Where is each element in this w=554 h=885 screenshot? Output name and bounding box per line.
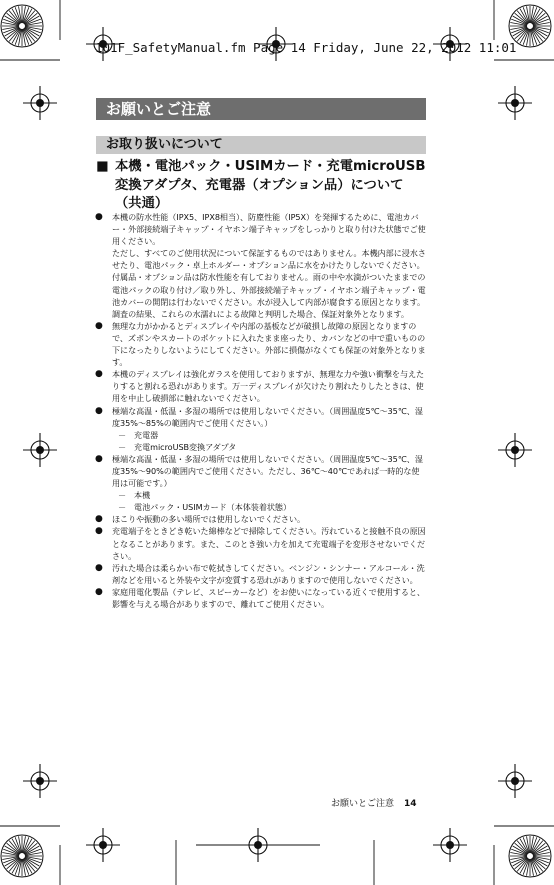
caution-item [95, 453, 427, 513]
caution-item [95, 525, 427, 561]
sub-item [112, 429, 427, 441]
caution-text: 本機の防水性能（IPX5、IPX8相当）、防塵性能（IP5X）を発揮するために、電池カバー・外部接続端子キャップ・イヤホン端子キャップをしっかりと取り付けた状態でご使用ください。 [112, 212, 426, 247]
dash-icon: － [118, 502, 127, 513]
caution-item [95, 562, 427, 586]
caution-text: 極端な高温・低温・多湿の場所では使用しないでください。（周囲温度5℃～35℃、湿度35%～85%の範囲内でご使用ください。） [112, 405, 423, 428]
bullet-icon: ● [95, 586, 103, 597]
caution-text: 汚れた場合は柔らかい布で乾拭きしてください。ベンジン・シンナー・アルコール・洗剤などを用いると外装や文字が変質する恐れがありますので使用しないでください。 [112, 562, 425, 585]
section-title: お願いとご注意 [96, 98, 426, 120]
bullet-icon: ● [95, 320, 103, 331]
sub-item [112, 501, 427, 513]
subsection-title: お取り扱いについて [96, 136, 426, 154]
caution-item [95, 513, 427, 525]
print-header: 101F_SafetyManual.fm Page 14 Friday, June 22, 2012 11:01 [95, 40, 517, 55]
sub-item [112, 489, 427, 501]
bullet-icon: ● [95, 562, 103, 573]
caution-item [95, 368, 427, 404]
bullet-icon: ● [95, 405, 103, 416]
page-footer [331, 796, 417, 809]
bullet-icon: ● [95, 369, 103, 380]
caution-list [95, 211, 427, 610]
heading-text: 本機・電池パック・USIMカード・充電microUSB変換アダプタ、充電器（オプション品）について（共通） [115, 159, 426, 211]
caution-item [95, 586, 427, 610]
bullet-icon: ● [95, 212, 103, 222]
dash-icon: － [118, 490, 127, 501]
caution-text: 充電端子をときどき乾いた綿棒などで掃除してください。汚れていると接触不良の原因となることがあります。また、このとき強い力を加えて充電端子を変形させないでください。 [112, 526, 426, 561]
caution-text: 家庭用電化製品（テレビ、スピーカーなど）をお使いになっている近くで使用すると、影響を与える場合がありますので、離れてご使用ください。 [112, 586, 425, 609]
page-number: 14 [404, 799, 417, 809]
sub-item [112, 441, 427, 453]
sub-item-text: 本機 [134, 490, 151, 501]
heading [96, 158, 428, 214]
sub-item-text: 充電器 [134, 429, 159, 440]
dash-icon: － [118, 429, 127, 440]
caution-item [95, 211, 427, 320]
bullet-icon: ● [95, 526, 103, 537]
caution-text: ただし、すべてのご使用状況について保証するものではありません。本機内部に浸水させたり、電池パック・卓上ホルダー・オプション品に水をかけたりしないでください。付属品・オプション品は防水性能を有しておりません。雨の中や水滴がついたままでの電池パックの取り付け／取り外し、外部接続端子キャップ・イヤホン端子キャップ・電池カバーの開閉は行わないでください。水が浸入して内部が腐食する原因となります。 [112, 248, 426, 307]
caution-text: ほこりや振動の多い場所では使用しないでください。 [112, 514, 306, 525]
caution-text: 調査の結果、これらの水濡れによる故障と判明した場合、保証対象外となります。 [112, 308, 409, 319]
caution-text: 本機のディスプレイは強化ガラスを使用しておりますが、無理な力や強い衝撃を与えたりすると割れる恐れがあります。万一ディスプレイが欠けたり割れたりしたときは、使用を中止し破損部に触れないでください。 [112, 369, 425, 404]
caution-text: 無理な力がかかるとディスプレイや内部の基板などが破損し故障の原因となりますので、ズボンやスカートのポケットに入れたまま座ったり、カバンなどの中で重いものの下になったりしないようにしてください。外部に損傷がなくても保証の対象外となります。 [112, 320, 426, 368]
caution-text: 極端な高温・低温・多湿の場所では使用しないでください。（周囲温度5℃～35℃、湿度35%～90%の範囲内でご使用ください。ただし、36℃～40℃であれば一時的な使用は可能です。） [112, 453, 423, 489]
dash-icon: － [118, 441, 127, 452]
sub-item-text: 充電microUSB変換アダプタ [134, 441, 237, 452]
heading-square-icon: ■ [96, 159, 109, 174]
bullet-icon: ● [95, 514, 103, 525]
sub-item-text: 電池パック・USIMカード（本体装着状態） [134, 502, 292, 513]
bullet-icon: ● [95, 453, 103, 464]
caution-item [95, 405, 427, 453]
caution-item [95, 320, 427, 368]
footer-label: お願いとご注意 [331, 799, 395, 809]
